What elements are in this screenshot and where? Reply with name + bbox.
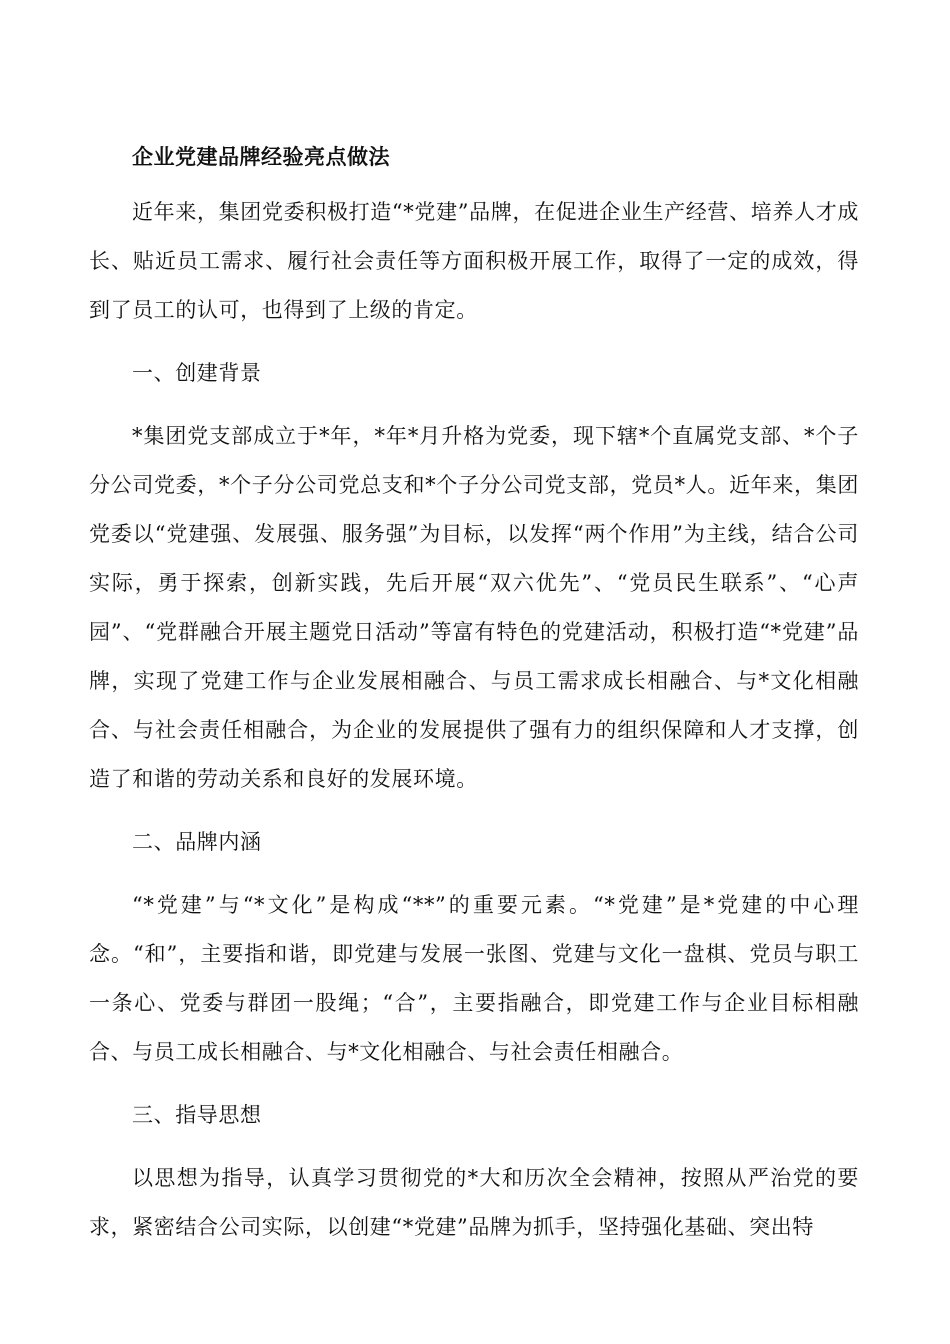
section-body-brand-meaning: “*党建”与“*文化”是构成“**”的重要元素。“*党建”是*党建的中心理念。“和”，主要指和谐，即党建与发展一张图、党建与文化一盘棋、党员与职工一条心、党委与群团一股绳；“合”，主要指融合，即党建工作与企业目标相融合、与员工成长相融合、与*文化相融合、与社会责任相融合。	[89, 893, 859, 1064]
intro-paragraph: 近年来，集团党委积极打造“*党建”品牌，在促进企业生产经营、培养人才成长、贴近员工需求、履行社会责任等方面积极开展工作，取得了一定的成效，得到了员工的认可，也得到了上级的肯定。	[89, 200, 859, 322]
section-heading-background: 一、创建背景	[132, 361, 262, 385]
section-heading-brand-meaning: 二、品牌内涵	[132, 830, 262, 854]
section-body-guiding-thought: 以思想为指导，认真学习贯彻党的*大和历次全会精神，按照从严治党的要求，紧密结合公司实际，以创建“*党建”品牌为抓手，坚持强化基础、突出特	[89, 1166, 859, 1239]
document-page	[89, 140, 859, 1252]
section-body-background: *集团党支部成立于*年，*年*月升格为党委，现下辖*个直属党支部、*个子分公司党委，*个子分公司党总支和*个子分公司党支部，党员*人。近年来，集团党委以“党建强、发展强、服务强”为目标，以发挥“两个作用”为主线，结合公司实际，勇于探索，创新实践，先后开展“双六优先”、“党员民生联系”、“心声园”、“党群融合开展主题党日活动”等富有特色的党建活动，积极打造“*党建”品牌，实现了党建工作与企业发展相融合、与员工需求成长相融合、与*文化相融合、与社会责任相融合，为企业的发展提供了强有力的组织保障和人才支撑，创造了和谐的劳动关系和良好的发展环境。	[89, 424, 859, 791]
section-heading-guiding-thought: 三、指导思想	[132, 1103, 262, 1127]
document-title: 企业党建品牌经验亮点做法	[132, 144, 390, 169]
